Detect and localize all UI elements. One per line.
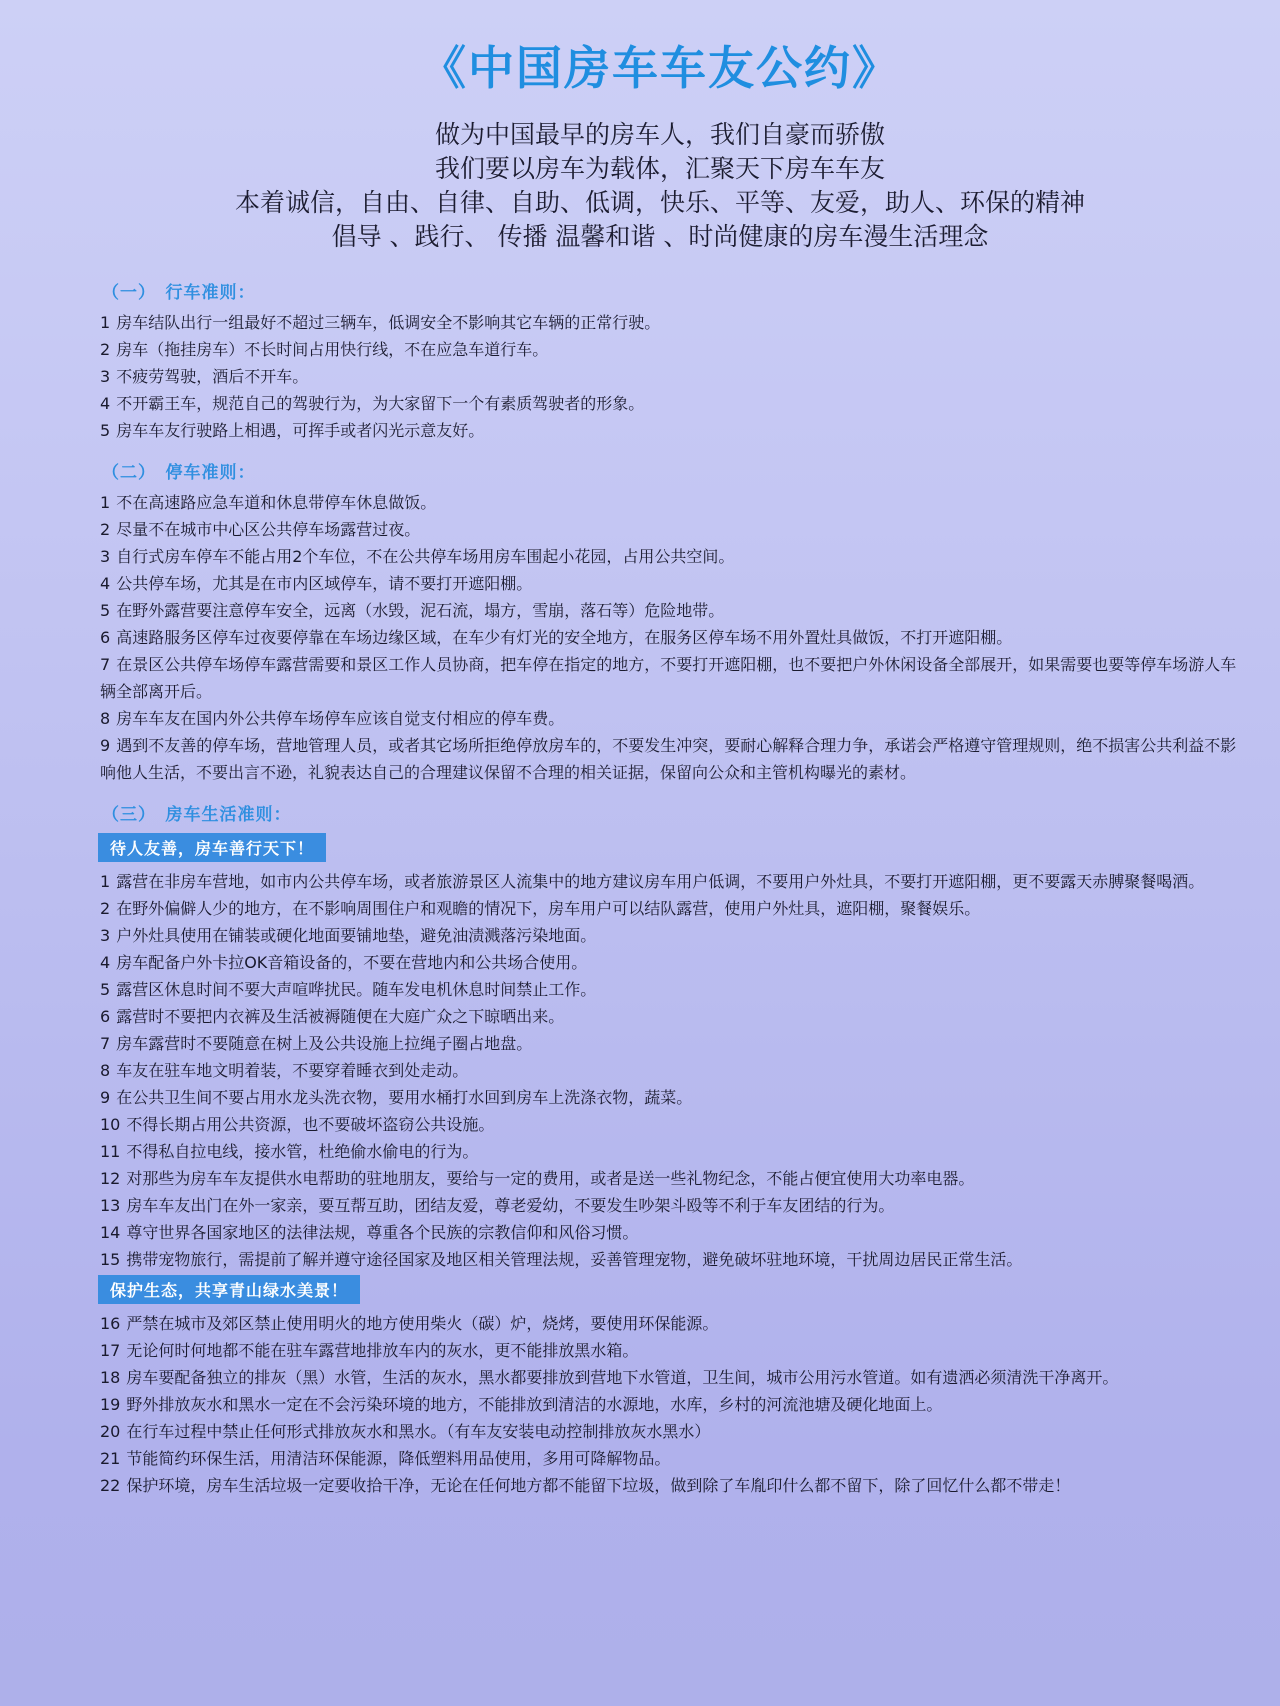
rule-item bbox=[100, 1445, 1240, 1472]
rule-item bbox=[100, 1310, 1240, 1337]
rule-number: 8 bbox=[100, 1061, 111, 1080]
intro-line: 我们要以房车为载体，汇聚天下房车车友 bbox=[434, 154, 885, 183]
sections-container bbox=[80, 278, 1240, 1499]
rule-text: 在行车过程中禁止任何形式排放灰水和黑水。（有车友安装电动控制排放灰水黑水） bbox=[126, 1422, 711, 1441]
rule-number: 4 bbox=[100, 574, 111, 593]
rule-item bbox=[100, 309, 1240, 336]
rule-item bbox=[100, 868, 1240, 895]
rule-number: 3 bbox=[100, 547, 111, 566]
rule-text: 严禁在城市及郊区禁止使用明火的地方使用柴火（碳）炉，烧烤，要使用环保能源。 bbox=[126, 1314, 719, 1333]
rule-number: 4 bbox=[100, 953, 111, 972]
rule-text: 房车要配备独立的排灰（黑）水管，生活的灰水，黑水都要排放到营地下水管道，卫生间，城市公用污水管道。如有遗洒必须清洗干净离开。 bbox=[126, 1368, 1119, 1387]
rule-number: 1 bbox=[100, 313, 111, 332]
rule-list bbox=[80, 868, 1240, 1273]
rule-number: 5 bbox=[100, 601, 111, 620]
rule-text: 不开霸王车，规范自己的驾驶行为，为大家留下一个有素质驾驶者的形象。 bbox=[116, 394, 645, 413]
rule-item bbox=[100, 1165, 1240, 1192]
rule-item bbox=[100, 1030, 1240, 1057]
rule-item bbox=[100, 516, 1240, 543]
rule-number: 9 bbox=[100, 736, 111, 755]
rule-number: 14 bbox=[100, 1223, 121, 1242]
rule-text: 露营时不要把内衣裤及生活被褥随便在大庭广众之下晾晒出来。 bbox=[116, 1007, 565, 1026]
rule-item bbox=[100, 1219, 1240, 1246]
rule-text: 公共停车场，尤其是在市内区域停车，请不要打开遮阳棚。 bbox=[116, 574, 533, 593]
rule-number: 3 bbox=[100, 367, 111, 386]
rule-number: 15 bbox=[100, 1250, 121, 1269]
rule-number: 7 bbox=[100, 1034, 111, 1053]
rule-text: 保护环境，房车生活垃圾一定要收拾干净，无论在任何地方都不能留下垃圾，做到除了车胤印什么都不留下，除了回忆什么都不带走！ bbox=[126, 1476, 1071, 1495]
rule-item bbox=[100, 976, 1240, 1003]
rule-number: 8 bbox=[100, 709, 111, 728]
section-banner: 保护生态，共享青山绿水美景！ bbox=[98, 1275, 360, 1304]
rule-item bbox=[100, 417, 1240, 444]
rule-text: 携带宠物旅行，需提前了解并遵守途径国家及地区相关管理法规，妥善管理宠物，避免破坏驻地环境，干扰周边居民正常生活。 bbox=[126, 1250, 1023, 1269]
rule-number: 10 bbox=[100, 1115, 121, 1134]
rule-item bbox=[100, 570, 1240, 597]
rule-text: 对那些为房车车友提供水电帮助的驻地朋友，要给与一定的费用，或者是送一些礼物纪念，不能占便宜使用大功率电器。 bbox=[126, 1169, 975, 1188]
rule-item bbox=[100, 1003, 1240, 1030]
section-heading: （三） 房车生活准则： bbox=[102, 805, 292, 825]
rule-text: 在野外偏僻人少的地方，在不影响周围住户和观瞻的情况下，房车用户可以结队露营，使用户外灶具，遮阳棚，聚餐娱乐。 bbox=[116, 899, 981, 918]
rule-number: 2 bbox=[100, 899, 111, 918]
rule-text: 房车配备户外卡拉OK音箱设备的，不要在营地内和公共场合使用。 bbox=[116, 953, 588, 972]
document-sheet bbox=[80, 20, 1240, 1680]
rule-text: 车友在驻车地文明着装，不要穿着睡衣到处走动。 bbox=[116, 1061, 469, 1080]
rule-text: 房车（拖挂房车）不长时间占用快行线，不在应急车道行车。 bbox=[116, 340, 549, 359]
rule-text: 不在高速路应急车道和休息带停车休息做饭。 bbox=[116, 493, 437, 512]
rule-number: 2 bbox=[100, 520, 111, 539]
intro-line: 倡导 、践行、 传播 温馨和谐 、时尚健康的房车漫生活理念 bbox=[331, 222, 989, 251]
rule-item bbox=[100, 732, 1240, 786]
section-heading: （二） 停车准则： bbox=[102, 463, 256, 483]
rule-item bbox=[100, 1138, 1240, 1165]
rule-text: 在景区公共停车场停车露营需要和景区工作人员协商，把车停在指定的地方，不要打开遮阳棚，也不要把户外休闲设备全部展开，如果需要也要等停车场游人车辆全部离开后。 bbox=[100, 655, 1237, 701]
rule-text: 不疲劳驾驶，酒后不开车。 bbox=[116, 367, 309, 386]
rule-item bbox=[100, 390, 1240, 417]
rule-number: 9 bbox=[100, 1088, 111, 1107]
rule-number: 6 bbox=[100, 1007, 111, 1026]
rule-number: 3 bbox=[100, 926, 111, 945]
rule-number: 18 bbox=[100, 1368, 121, 1387]
rule-number: 4 bbox=[100, 394, 111, 413]
rule-item bbox=[100, 1246, 1240, 1273]
rule-text: 在公共卫生间不要占用水龙头洗衣物，要用水桶打水回到房车上洗涤衣物，蔬菜。 bbox=[116, 1088, 693, 1107]
rule-item bbox=[100, 1364, 1240, 1391]
rule-number: 6 bbox=[100, 628, 111, 647]
rule-item bbox=[100, 543, 1240, 570]
rule-number: 21 bbox=[100, 1449, 121, 1468]
rule-text: 房车车友在国内外公共停车场停车应该自觉支付相应的停车费。 bbox=[116, 709, 565, 728]
rule-number: 16 bbox=[100, 1314, 121, 1333]
rule-text: 房车结队出行一组最好不超过三辆车，低调安全不影响其它车辆的正常行驶。 bbox=[116, 313, 661, 332]
rule-item bbox=[100, 1418, 1240, 1445]
rule-number: 2 bbox=[100, 340, 111, 359]
rule-text: 无论何时何地都不能在驻车露营地排放车内的灰水，更不能排放黑水箱。 bbox=[126, 1341, 639, 1360]
rule-list bbox=[80, 489, 1240, 786]
rule-item bbox=[100, 922, 1240, 949]
rule-text: 在野外露营要注意停车安全，远离（水毁，泥石流，塌方，雪崩，落石等）危险地带。 bbox=[116, 601, 725, 620]
intro-line: 本着诚信，自由、自律、自助、低调，快乐、平等、友爱，助人、环保的精神 bbox=[234, 188, 1085, 217]
rule-item bbox=[100, 624, 1240, 651]
rule-number: 22 bbox=[100, 1476, 121, 1495]
rule-text: 露营区休息时间不要大声喧哗扰民。随车发电机休息时间禁止工作。 bbox=[116, 980, 597, 999]
rule-item bbox=[100, 895, 1240, 922]
rule-item bbox=[100, 949, 1240, 976]
rule-text: 露营在非房车营地，如市内公共停车场，或者旅游景区人流集中的地方建议房车用户低调，不要用户外灶具，不要打开遮阳棚，更不要露天赤膊聚餐喝酒。 bbox=[116, 872, 1205, 891]
rule-text: 野外排放灰水和黑水一定在不会污染环境的地方，不能排放到清洁的水源地，水库，乡村的河流池塘及硬化地面上。 bbox=[126, 1395, 943, 1414]
rule-number: 1 bbox=[100, 872, 111, 891]
rule-item bbox=[100, 1337, 1240, 1364]
rule-text: 房车车友出门在外一家亲，要互帮互助，团结友爱，尊老爱幼，不要发生吵架斗殴等不利于车友团结的行为。 bbox=[126, 1196, 895, 1215]
rule-text: 不得私自拉电线，接水管，杜绝偷水偷电的行为。 bbox=[126, 1142, 479, 1161]
rule-item bbox=[100, 489, 1240, 516]
rule-item bbox=[100, 597, 1240, 624]
rule-text: 尊守世界各国家地区的法律法规，尊重各个民族的宗教信仰和风俗习惯。 bbox=[126, 1223, 639, 1242]
rule-number: 20 bbox=[100, 1422, 121, 1441]
rule-item bbox=[100, 1192, 1240, 1219]
rule-item bbox=[100, 705, 1240, 732]
rule-item bbox=[100, 1472, 1240, 1499]
rule-number: 7 bbox=[100, 655, 111, 674]
rule-text: 高速路服务区停车过夜要停靠在车场边缘区域，在车少有灯光的安全地方，在服务区停车场不用外置灶具做饭，不打开遮阳棚。 bbox=[116, 628, 1013, 647]
rule-number: 19 bbox=[100, 1395, 121, 1414]
rule-item bbox=[100, 1111, 1240, 1138]
rule-text: 遇到不友善的停车场，营地管理人员，或者其它场所拒绝停放房车的，不要发生冲突，要耐心解释合理力争，承诺会严格遵守管理规则，绝不损害公共利益不影响他人生活，不要出言不逊，礼貌表达自己的合理建议保留不合理的相关证据，保留向公众和主管机构曝光的素材。 bbox=[100, 736, 1237, 782]
rule-number: 5 bbox=[100, 980, 111, 999]
rule-item bbox=[100, 1057, 1240, 1084]
intro-block bbox=[80, 118, 1240, 254]
rule-item bbox=[100, 651, 1240, 705]
document-title: 《中国房车车友公约》 bbox=[420, 41, 900, 95]
rule-list bbox=[80, 309, 1240, 444]
rule-list bbox=[80, 1310, 1240, 1499]
rule-number: 17 bbox=[100, 1341, 121, 1360]
rule-number: 11 bbox=[100, 1142, 121, 1161]
section-banner: 待人友善，房车善行天下！ bbox=[98, 833, 326, 862]
rule-text: 户外灶具使用在铺装或硬化地面要铺地垫，避免油渍溅落污染地面。 bbox=[116, 926, 597, 945]
rule-number: 1 bbox=[100, 493, 111, 512]
rule-item bbox=[100, 1391, 1240, 1418]
rule-text: 不得长期占用公共资源，也不要破坏盗窃公共设施。 bbox=[126, 1115, 495, 1134]
rule-text: 节能简约环保生活，用清洁环保能源，降低塑料用品使用，多用可降解物品。 bbox=[126, 1449, 671, 1468]
rule-item bbox=[100, 336, 1240, 363]
intro-line: 做为中国最早的房车人，我们自豪而骄傲 bbox=[434, 120, 885, 149]
rule-text: 尽量不在城市中心区公共停车场露营过夜。 bbox=[116, 520, 421, 539]
rule-item bbox=[100, 1084, 1240, 1111]
rule-number: 5 bbox=[100, 421, 111, 440]
section-heading: （一） 行车准则： bbox=[102, 283, 256, 303]
rule-number: 12 bbox=[100, 1169, 121, 1188]
rule-item bbox=[100, 363, 1240, 390]
rule-text: 房车露营时不要随意在树上及公共设施上拉绳子圈占地盘。 bbox=[116, 1034, 533, 1053]
rule-number: 13 bbox=[100, 1196, 121, 1215]
rule-text: 自行式房车停车不能占用2个车位，不在公共停车场用房车围起小花园，占用公共空间。 bbox=[116, 547, 735, 566]
rule-text: 房车车友行驶路上相遇，可挥手或者闪光示意友好。 bbox=[116, 421, 485, 440]
